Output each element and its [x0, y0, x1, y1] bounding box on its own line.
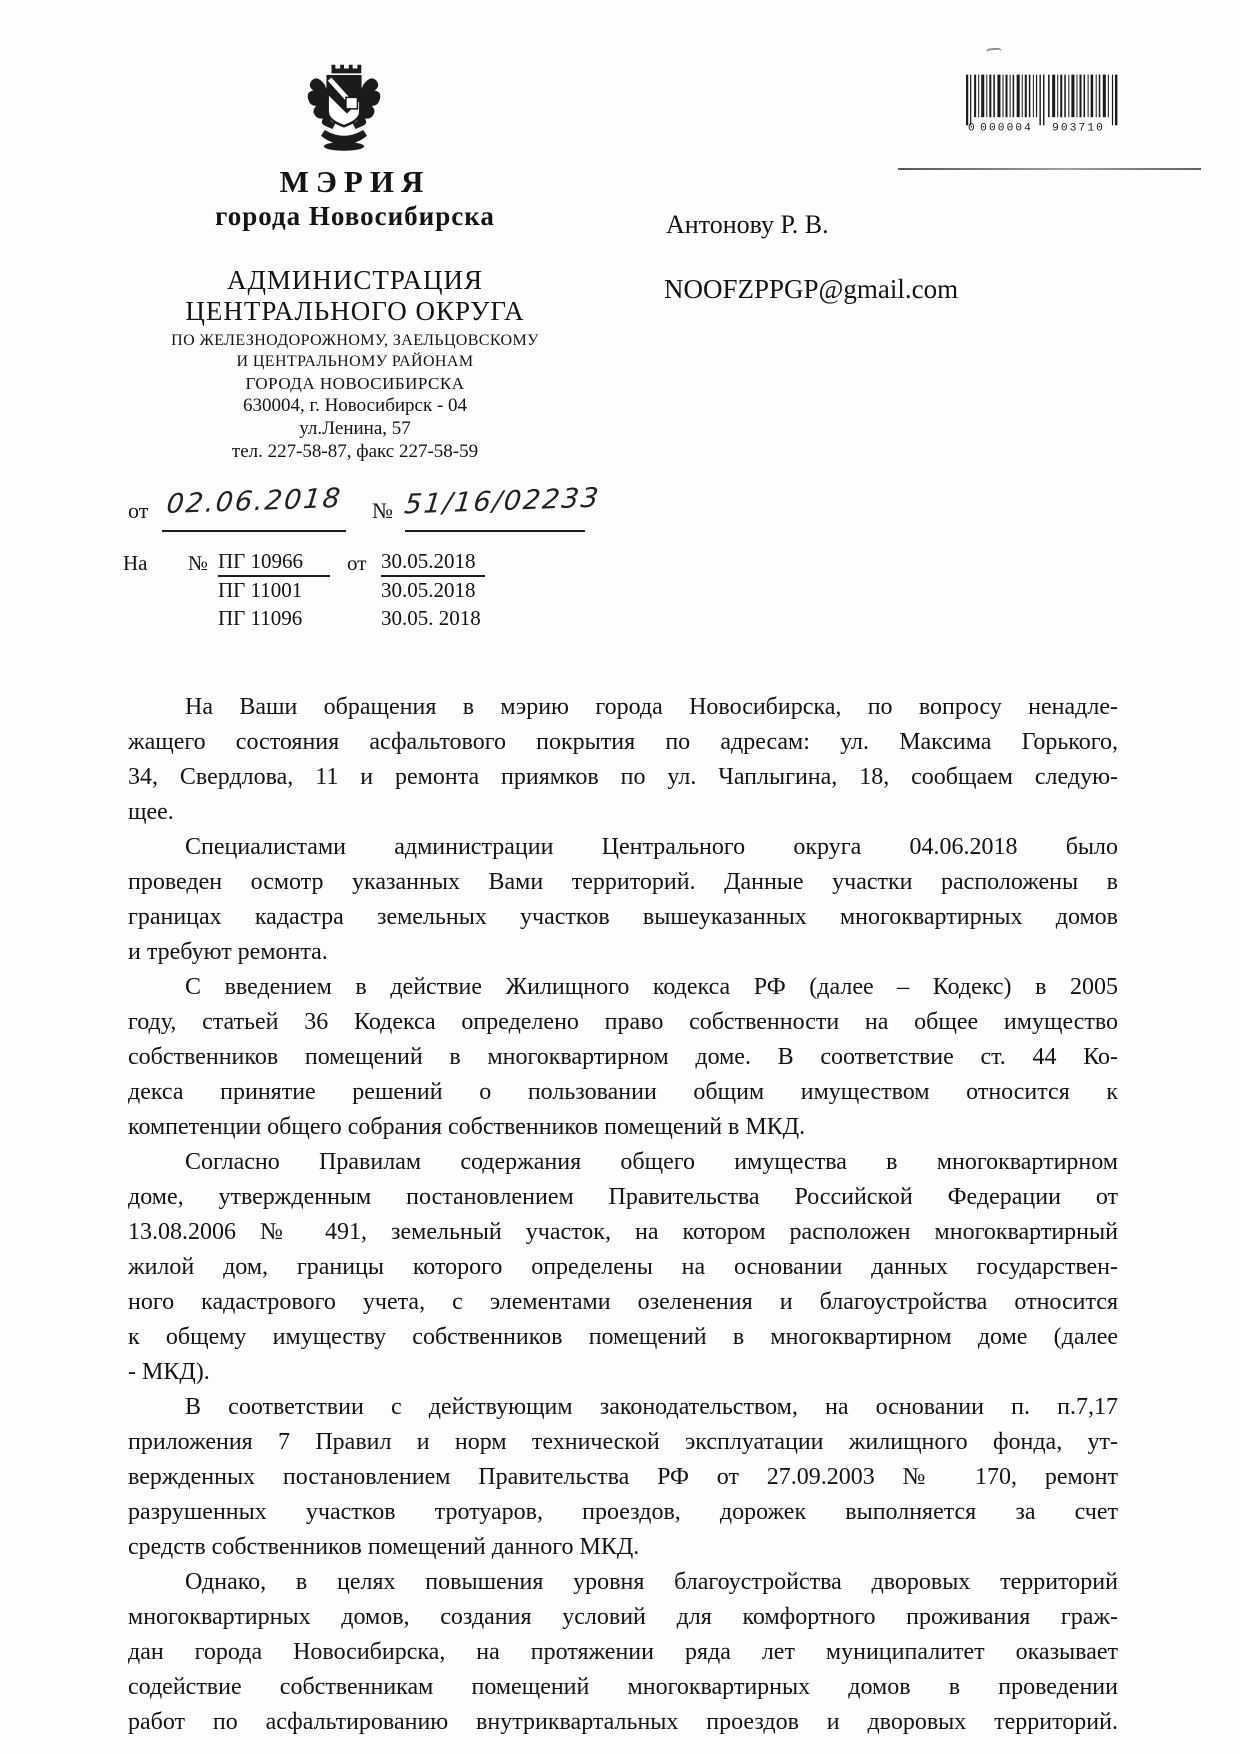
body-line: На Ваши обращения в мэрию города Новосибирска, по вопросу ненадле- [185, 694, 1118, 720]
postal-address: 630004, г. Новосибирск - 04 [242, 395, 468, 416]
body-line: средств собственников помещений данного МКД. [128, 1534, 640, 1560]
body-line: к общему имуществу собственников помещений в многоквартирном доме (далее [128, 1324, 1118, 1350]
reference-number-1-text: ПГ 10966 [218, 549, 330, 577]
scan-horizontal-rule [898, 168, 1201, 170]
body-line: работ по асфальтированию внутриквартальных проездов и дворовых территорий. [128, 1709, 1118, 1735]
barcode-left-digit: 0 [968, 122, 975, 134]
novosibirsk-coat-of-arms-icon [296, 58, 392, 154]
reference-number-3: ПГ 11096 [218, 606, 303, 630]
districts-line1: ПО ЖЕЛЕЗНОДОРОЖНОМУ, ЗАЕЛЬЦОВСКОМУ [171, 332, 539, 349]
reference-date-1 [381, 549, 485, 577]
body-line: Однако, в целях повышения уровня благоустройства дворовых территорий [185, 1569, 1118, 1595]
body-line: Согласно Правилам содержания общего имущества в многоквартирном [185, 1149, 1118, 1175]
body-line: жилой дом, границы которого определены на основании данных государствен- [128, 1254, 1118, 1280]
reference-date-2: 30.05.2018 [381, 578, 476, 602]
body-line: и требуют ремонта. [128, 939, 328, 965]
districts-line2: И ЦЕНТРАЛЬНОМУ РАЙОНАМ [236, 353, 474, 370]
body-line: разрушенных участков тротуаров, проездов, дорожек выполняется за счет [128, 1499, 1118, 1525]
reference-number-2: ПГ 11001 [218, 578, 303, 602]
body-line: вержденных постановлением Правительства РФ от 27.09.2003 № 170, ремонт [128, 1464, 1118, 1490]
city-line: ГОРОДА НОВОСИБИРСКА [245, 374, 465, 393]
reference-no: № [187, 551, 208, 575]
reference-na: На [123, 551, 148, 575]
body-line: дан города Новосибирска, на протяжении ряда лет муниципалитет оказывает [128, 1639, 1118, 1665]
reference-label [123, 551, 208, 576]
body-line: 34, Свердлова, 11 и ремонта приямков по ул. Чаплыгина, 18, сообщаем следую- [128, 764, 1118, 790]
body-line: приложения 7 Правил и норм технической эксплуатации жилищного фонда, ут- [128, 1429, 1118, 1455]
org-title: МЭРИЯ [279, 164, 431, 199]
reference-number-1 [218, 549, 330, 577]
admin-line1: АДМИНИСТРАЦИЯ [227, 265, 483, 295]
scan-artifact-squiggle [986, 47, 1003, 56]
body-line: доме, утвержденным постановлением Правительства Российской Федерации от [128, 1184, 1118, 1210]
body-line: компетенции общего собрания собственников помещений в МКД. [128, 1114, 806, 1140]
body-line: содействие собственникам помещений многоквартирных домов в проведении [128, 1674, 1118, 1700]
body-line: границах кадастра земельных участков вышеуказанных многоквартирных домов [128, 904, 1118, 930]
reference-from-label: от [347, 551, 367, 575]
recipient-name: Антонову Р. В. [666, 210, 829, 239]
barcode [966, 74, 1118, 134]
outgoing-from-label: от [128, 498, 149, 523]
body-line: - МКД). [128, 1359, 210, 1385]
handwritten-date: 02.06.2018 [164, 482, 344, 521]
barcode-group1: 000004 [980, 122, 1031, 134]
body-line: ного кадастрового учета, с элементами озеленения и благоустройства относится [128, 1289, 1118, 1315]
phone-fax: тел. 227-58-87, факс 227-58-59 [231, 441, 479, 462]
body-line: С введением в действие Жилищного кодекса РФ (далее – Кодекс) в 2005 [185, 974, 1118, 1000]
body-line: Специалистами администрации Центрального округа 04.06.2018 было [185, 834, 1118, 860]
reference-date-3: 30.05. 2018 [381, 606, 481, 630]
letter-body [128, 690, 1118, 1740]
outgoing-date-field [162, 482, 346, 532]
recipient-email: NOOFZPPGP@gmail.com [664, 274, 959, 304]
street-address: ул.Ленина, 57 [299, 418, 411, 439]
body-line: проведен осмотр указанных Вами территорий. Данные участки расположены в [128, 869, 1118, 895]
body-line: В соответствии с действующим законодательством, на основании п. п.7,17 [185, 1394, 1118, 1420]
admin-line2: ЦЕНТРАЛЬНОГО ОКРУГА [185, 296, 525, 326]
handwritten-number: 51/16/02233 [402, 482, 602, 521]
body-line: году, статьей 36 Кодекса определено право собственности на общее имущество [128, 1009, 1118, 1035]
body-line: жащего состояния асфальтового покрытия по адресам: ул. Максима Горького, [128, 729, 1118, 755]
outgoing-number-field [402, 482, 602, 532]
org-subtitle: города Новосибирска [215, 201, 495, 231]
barcode-group2: 903710 [1052, 122, 1103, 134]
body-line: декса принятие решений о пользовании общим имуществом относится к [128, 1079, 1118, 1105]
body-line: 13.08.2006 № 491, земельный участок, на котором расположен многоквартирный [128, 1219, 1118, 1245]
reference-date-1-text: 30.05.2018 [381, 549, 485, 577]
body-line: собственников помещений в многоквартирном доме. В соответствие ст. 44 Ко- [128, 1044, 1118, 1070]
outgoing-number-label: № [372, 498, 393, 523]
body-line: многоквартирных домов, создания условий для комфортного проживания граж- [128, 1604, 1118, 1630]
body-line: щее. [128, 799, 174, 825]
